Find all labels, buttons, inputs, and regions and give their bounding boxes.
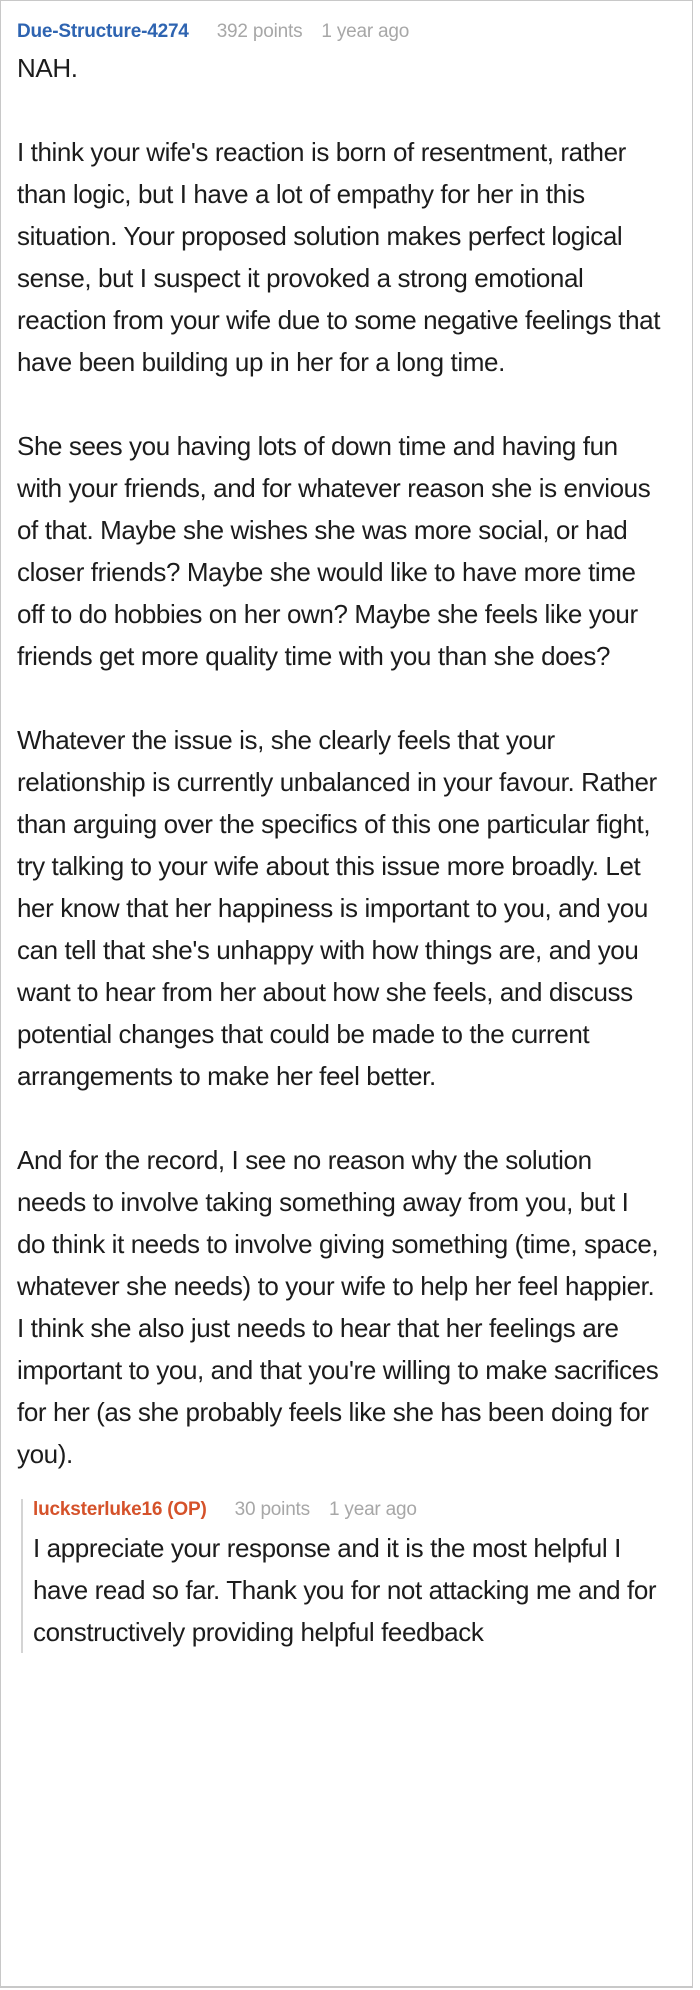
comment-thread-root [17,21,662,1475]
comment-points: 392 points [216,21,303,42]
comment-body [17,47,662,1475]
comment-paragraph-1: NAH. [17,53,78,83]
comment-paragraph-4: Whatever the issue is, she clearly feels that your relationship is currently unbalanced in your favour. Rather than arguing over the specifics of this one particular fight, try talking to your wife about this issue more broadly. Let her know that her happiness is important to you, and you can tell that she's unhappy with how things are, and you want to hear from her about how she feels, and discuss potential changes that could be made to the current arrangements to make her feel better. [17,725,657,1091]
reply-comment [21,1499,662,1653]
reply-author-link[interactable]: lucksterluke16 (OP) [33,1499,207,1520]
reply-paragraph-1: I appreciate your response and it is the most helpful I have read so far. Thank you for not attacking me and for constructively providing helpful feedback [33,1533,657,1647]
comment-timestamp: 1 year ago [321,21,410,42]
comment-author-link[interactable]: Due-Structure-4274 [17,21,189,42]
reply-body [33,1527,662,1653]
reply-header [33,1499,662,1521]
comment-paragraph-3: She sees you having lots of down time and having fun with your friends, and for whatever reason she is envious of that. Maybe she wishes she was more social, or had closer friends? Maybe she would like to have more time off to do hobbies on her own? Maybe she feels like your friends get more quality time with you than she does? [17,431,651,671]
comment-paragraph-2: I think your wife's reaction is born of resentment, rather than logic, but I have a lot of empathy for her in this situation. Your proposed solution makes perfect logical sense, but I suspect it provoked a strong emotional reaction from your wife due to some negative feelings that have been building up in her for a long time. [17,137,661,377]
comment-header [17,21,662,43]
comment-paragraph-5: And for the record, I see no reason why the solution needs to involve taking something away from you, but I do think it needs to involve giving something (time, space, whatever she needs) to your wife to help her feel happier. I think she also just needs to hear that her feelings are important to you, and that you're willing to make sacrifices for her (as she probably feels like she has been doing for you). [17,1145,659,1469]
reply-timestamp: 1 year ago [328,1499,417,1520]
reply-points: 30 points [234,1499,310,1520]
